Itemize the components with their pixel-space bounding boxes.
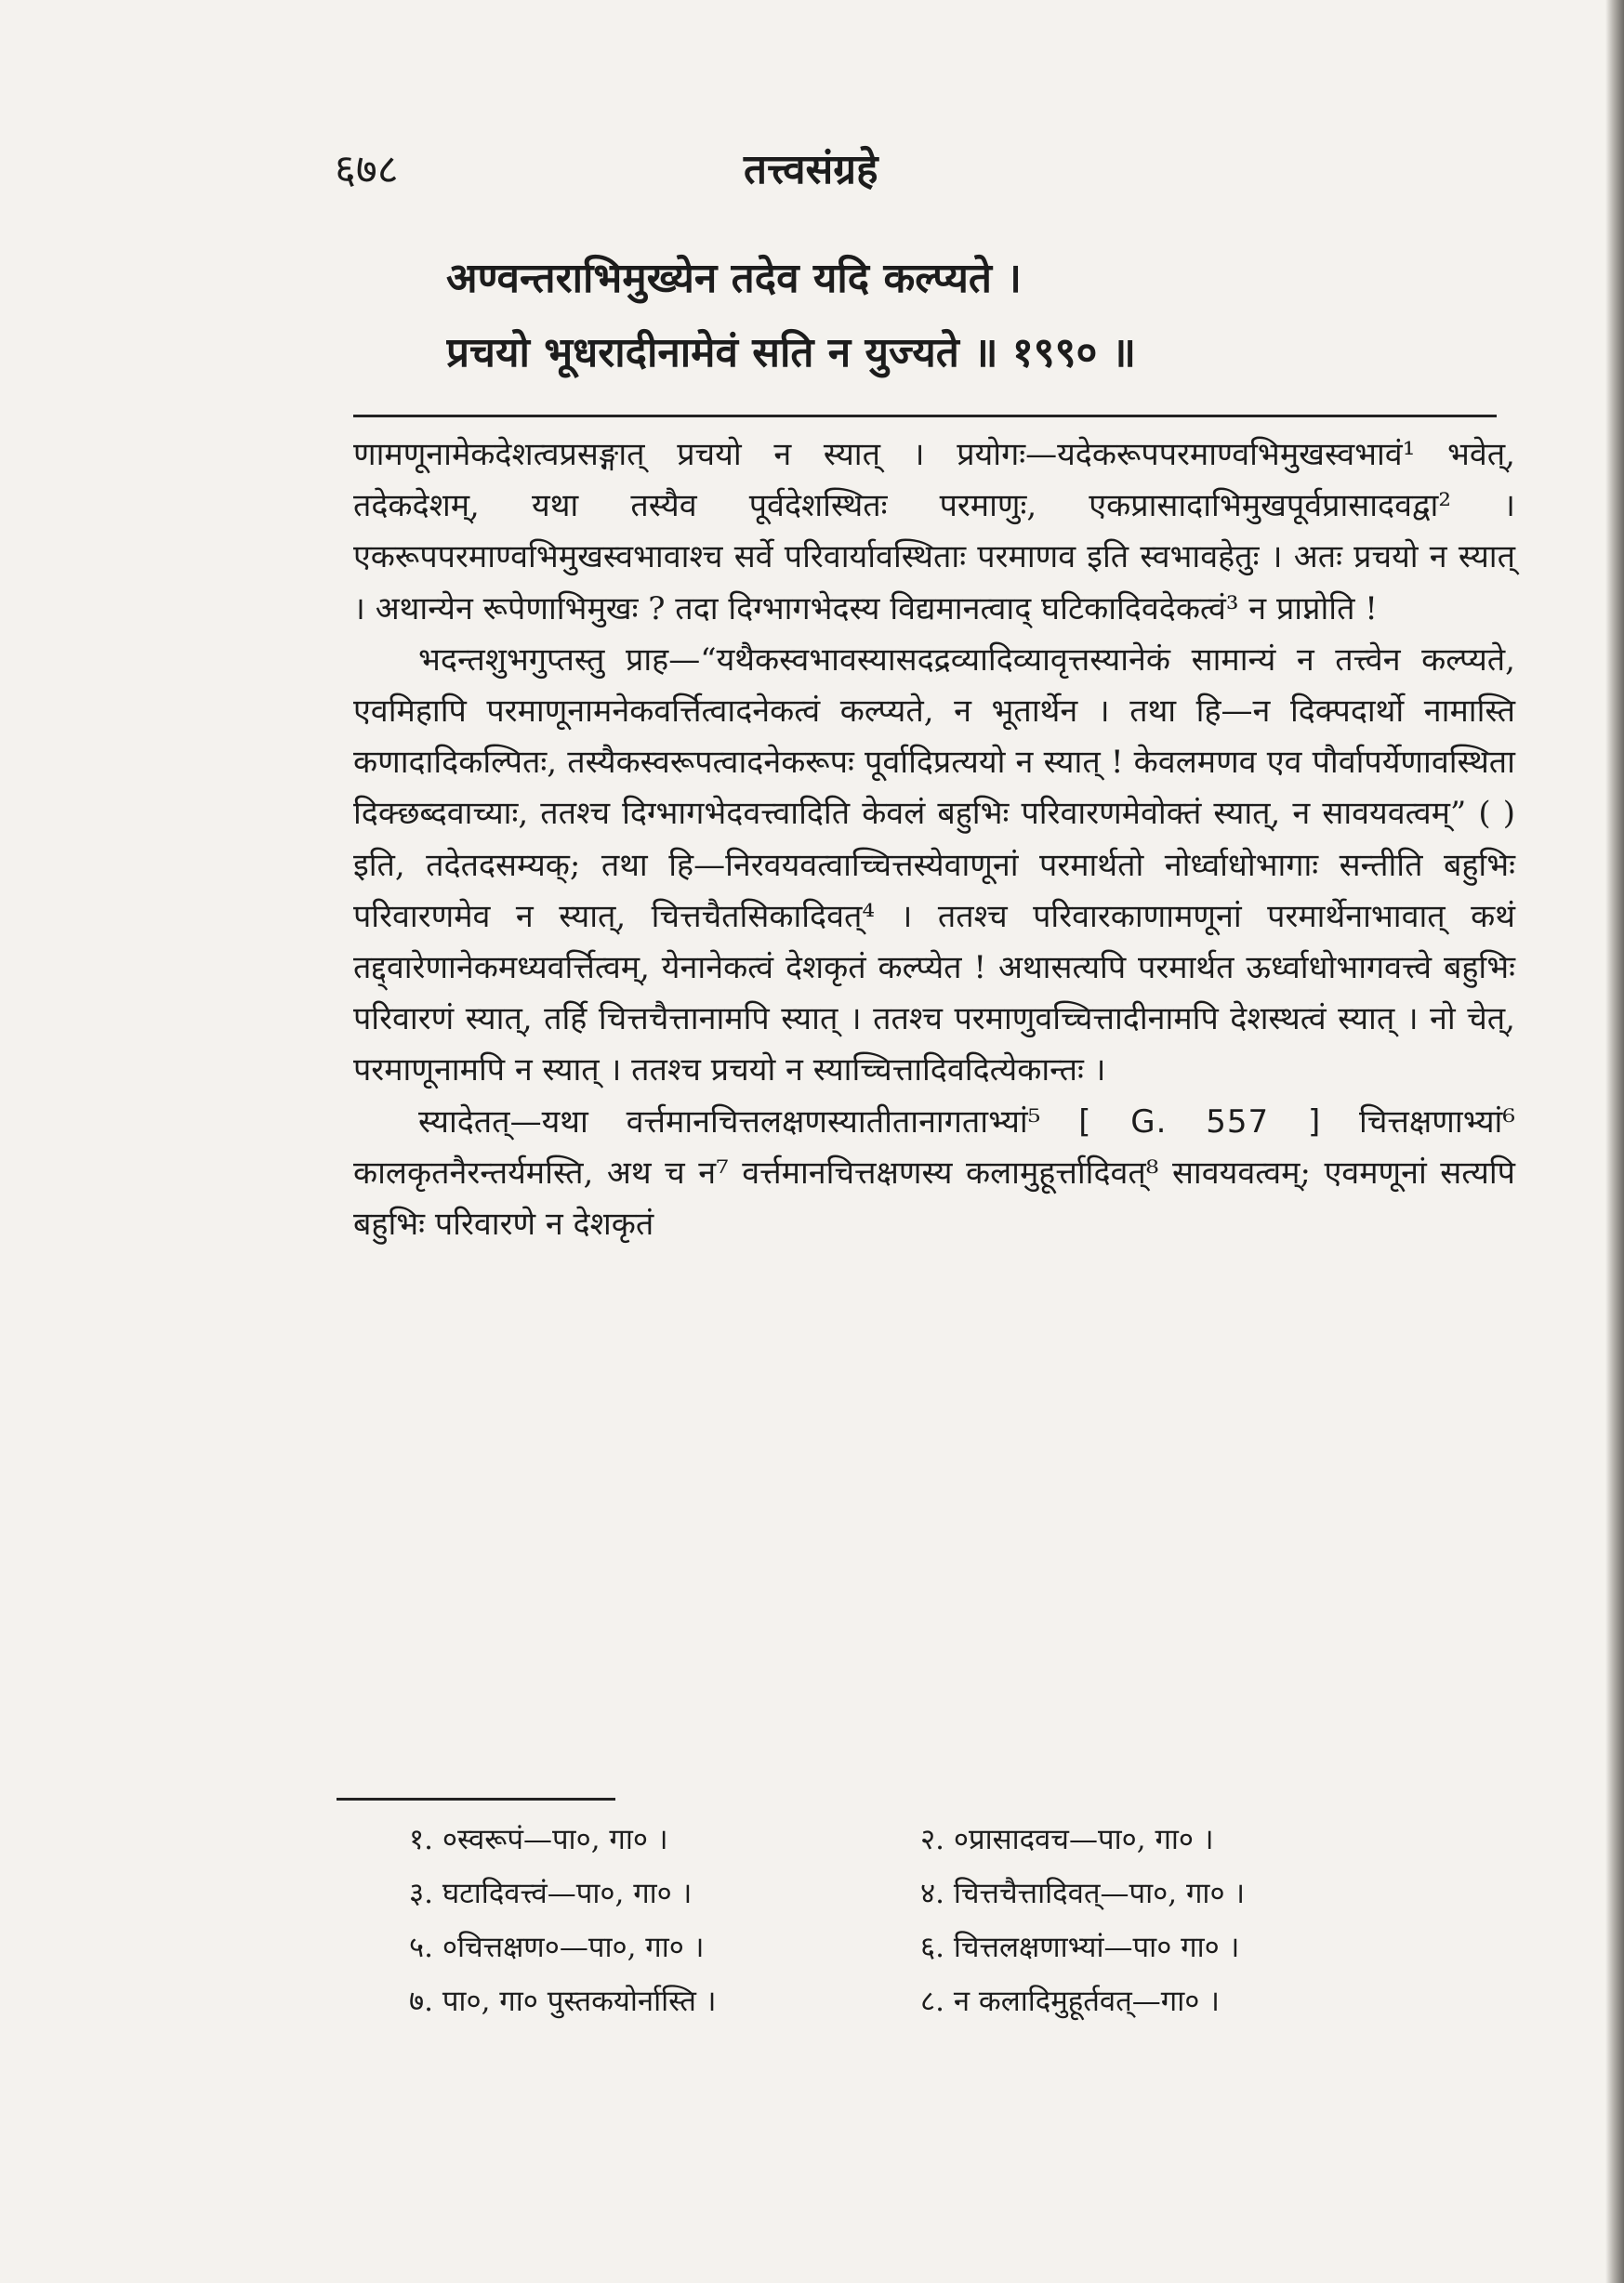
footnote-5: ५. ०चित्तक्षण०—पा०, गा० । (409, 1931, 705, 1964)
commentary-text (353, 429, 1515, 1250)
paragraph-3-start: स्यादेतत्—यथा वर्त्तमानचित्तलक्षणस्यातीतानागताभ्यां⁵ (418, 1102, 1079, 1141)
verse-divider (353, 415, 1497, 417)
footnote-3: ३. घटादिवत्त्वं—पा०, गा० । (409, 1877, 693, 1910)
footnote-6: ६. चित्तलक्षणाभ्यां—पा० गा० । (920, 1931, 1240, 1964)
footnote-divider (337, 1798, 615, 1801)
paragraph-1: णामणूनामेकदेशत्वप्रसङ्गात् प्रचयो न स्यात् । प्रयोगः—यदेकरूपपरमाण्वभिमुखस्वभावं¹ भवेत्, तदेकदेशम्, यथा तस्यैव पूर्वदेशस्थितः परमाणुः, एकप्रासादाभिमुखपूर्वप्रासादवद्वा² । एकरूपपरमाण्वभिमुखस्वभावाश्च सर्वे परिवार्यावस्थिताः परमाणव इति स्वभावहेतुः । अतः प्रचयो न स्यात् । अथान्येन रूपेणाभिमुखः ? तदा दिग्भागभेदस्य विद्यमानत्वाद् घटिकादिवदेकत्वं³ न प्राप्नोति ! (353, 436, 1515, 627)
verse-line-1: अण्वन्तराभिमुख्येन तदेव यदि कल्प्यते । (446, 255, 1022, 302)
paragraph-3-rest: चित्तक्षणाभ्यां⁶ कालकृतनैरन्तर्यमस्ति, अथ च न⁷ वर्त्तमानचित्तक्षणस्य कलामुहूर्त्तादिवत्⁸ सावयवत्वम्; एवमणूनां सत्यपि बहुभिः परिवारणे न देशकृतं (353, 1102, 1515, 1244)
verse-block (446, 242, 1506, 390)
footnote-4: ४. चित्तचैत्तादिवत्—पा०, गा० । (920, 1877, 1246, 1910)
footnote-1: १. ०स्वरूपं—पा०, गा० । (409, 1823, 668, 1856)
footnote-7: ७. पा०, गा० पुस्तकयोर्नास्ति । (409, 1985, 717, 2018)
gaekwad-page-reference: [ G. 557 ] (1078, 1102, 1322, 1141)
verse-line-2: प्रचयो भूधरादीनामेवं सति न युज्यते ॥ १९९० ॥ (446, 329, 1137, 376)
page-header (335, 139, 1506, 214)
footnote-8: ८. न कलादिमुहूर्तवत्—गा० । (920, 1985, 1221, 2018)
footnote-2: २. ०प्रासादवच—पा०, गा० । (920, 1823, 1214, 1856)
paragraph-2: भदन्तशुभगुप्तस्तु प्राह—“यथैकस्वभावस्यासदद्रव्यादिव्यावृत्तस्यानेकं सामान्यं न तत्त्वेन कल्प्यते, एवमिहापि परमाणूनामनेकवर्त्तित्वादनेकत्वं कल्प्यते, न भूतार्थेन । तथा हि—न दिक्पदार्थो नामास्ति कणादादिकल्पितः, तस्यैकस्वरूपत्वादनेकरूपः पूर्वादिप्रत्ययो न स्यात् ! केवलमणव एव पौर्वापर्येणावस्थिता दिक्छब्दवाच्याः, ततश्च दिग्भागभेदवत्त्वादिति केवलं बहुभिः परिवारणमेवोक्तं स्यात्, न सावयवत्वम्” ( ) इति, तदेतदसम्यक्; तथा हि—निरवयवत्वाच्चित्तस्येवाणूनां परमार्थतो नोर्ध्वाधोभागाः सन्तीति बहुभिः परिवारणमेव न स्यात्, चित्तचैतसिकादिवत्⁴ । ततश्च परिवारकाणामणूनां परमार्थेनाभावात् कथं तद्द्वारेणानेकमध्यवर्त्तित्वम्, येनानेकत्वं देशकृतं कल्प्येत ! अथासत्यपि परमार्थत ऊर्ध्वाधोभागवत्त्वे बहुभिः परिवारणं स्यात्, तर्हि चित्तचैत्तानामपि स्यात् । ततश्च परमाणुवच्चित्तादीनामपि देशस्थत्वं स्यात् । नो चेत्, परमाणूनामपि न स्यात् । ततश्च प्रचयो न स्याच्चित्तादिवदित्येकान्तः । (353, 640, 1515, 1089)
running-title: तत्त्वसंग्रहे (744, 146, 878, 193)
footnotes (409, 1813, 1441, 2028)
page-number: ६७८ (335, 146, 399, 193)
paragraph-3 (353, 1097, 1515, 1251)
page-edge-shadow (1605, 0, 1624, 2283)
